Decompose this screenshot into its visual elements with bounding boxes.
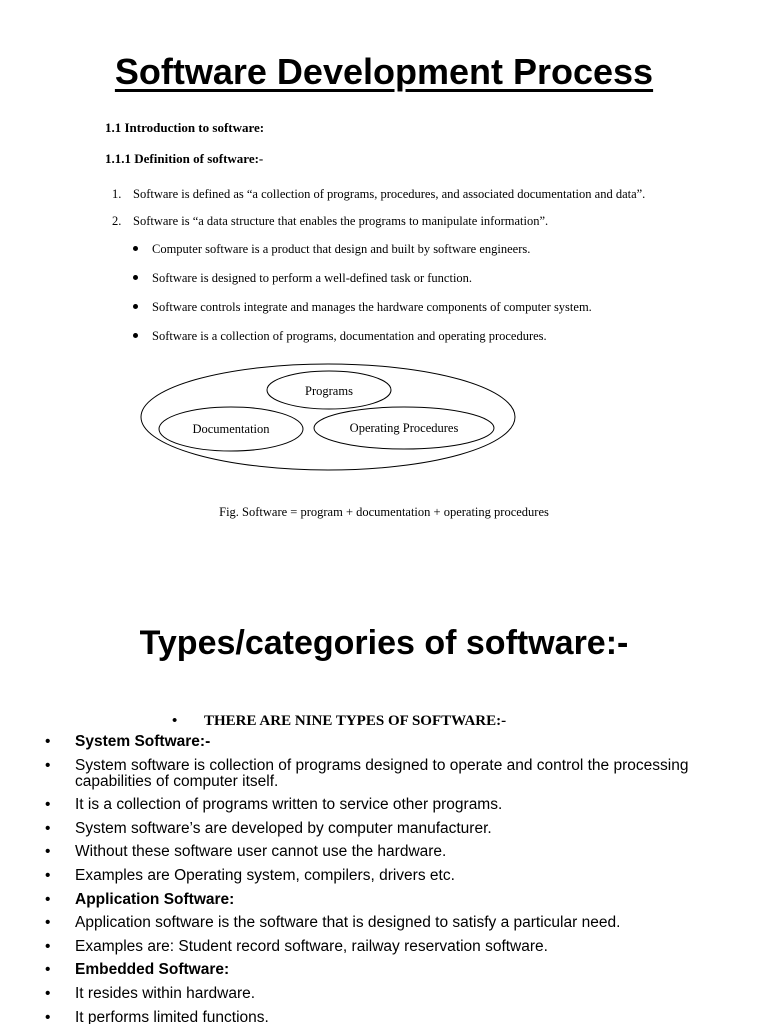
bullet-symbol: • [45,1008,51,1024]
list-item-text: It performs limited functions. [75,1008,269,1024]
list-item-text: System software is collection of programs designed to operate and control the processing capabilities of computer itself. [75,756,689,790]
bullet-symbol: • [172,713,178,729]
list-item [45,915,745,931]
bullet-symbol: • [45,890,51,908]
operating-procedures-label: Operating Procedures [349,421,459,435]
definition-1: Software is defined as “a collection of programs, procedures, and associated documentation and data”. [133,187,646,201]
list-item [45,962,745,978]
list-item [45,734,745,750]
definition-subheading: 1.1.1 Definition of software:- [105,151,264,166]
bullet-symbol: • [45,796,51,814]
bullet-symbol: • [45,914,51,932]
list-item-text: System software’s are developed by computer manufacturer. [75,819,492,837]
bullet-symbol: • [45,961,51,979]
list-item [45,844,745,860]
list-item [45,1010,745,1024]
list-item [45,821,745,837]
numbered-marker: 1. [112,187,122,201]
bullet-dot [133,246,138,251]
list-item-text: Examples are Operating system, compilers, drivers etc. [75,866,455,884]
diagram-caption: Fig. Software = program + documentation + operating procedures [219,505,549,519]
list-item-text: Application software is the software that is designed to satisfy a particular need. [75,914,621,932]
definition-2: Software is “a data structure that enables the programs to manipulate information”. [133,214,549,228]
list-item-text: Application Software: [75,890,235,908]
intro-bullet: Computer software is a product that design and built by software engineers. [152,242,531,256]
intro-heading: 1.1 Introduction to software: [105,120,265,135]
intro-bullet: Software is designed to perform a well-defined task or function. [152,271,473,285]
list-item [45,758,745,790]
types-title: Types/categories of software:- [139,624,629,662]
bullet-dot [133,304,138,309]
software-composition-diagram [130,358,530,478]
list-item [45,892,745,908]
nine-types-heading [172,712,506,730]
programs-label: Programs [305,384,353,398]
bullet-dot [133,333,138,338]
bullet-symbol: • [45,756,51,774]
types-list [45,734,745,1024]
list-item-text: It resides within hardware. [75,984,256,1002]
list-item-text: Embedded Software: [75,961,230,979]
list-item-text: It is a collection of programs written to service other programs. [75,796,503,814]
bullet-symbol: • [45,843,51,861]
list-item-text: Examples are: Student record software, railway reservation software. [75,937,548,955]
bullet-symbol: • [45,819,51,837]
list-item [45,939,745,955]
list-item-text: Without these software user cannot use the hardware. [75,843,447,861]
bullet-dot [133,275,138,280]
list-item [45,986,745,1002]
list-item [45,797,745,813]
intro-bullet: Software is a collection of programs, documentation and operating procedures. [152,329,547,343]
bullet-symbol: • [45,866,51,884]
documentation-label: Documentation [192,422,270,436]
page-title: Software Development Process [114,51,654,92]
nine-types-text: THERE ARE NINE TYPES OF SOFTWARE:- [204,713,507,729]
bullet-symbol: • [45,733,51,750]
list-item [45,868,745,884]
list-item-text: System Software:- [75,733,211,750]
bullet-symbol: • [45,937,51,955]
bullet-symbol: • [45,984,51,1002]
numbered-marker: 2. [112,214,122,228]
intro-bullet: Software controls integrate and manages the hardware components of computer system. [152,300,592,314]
